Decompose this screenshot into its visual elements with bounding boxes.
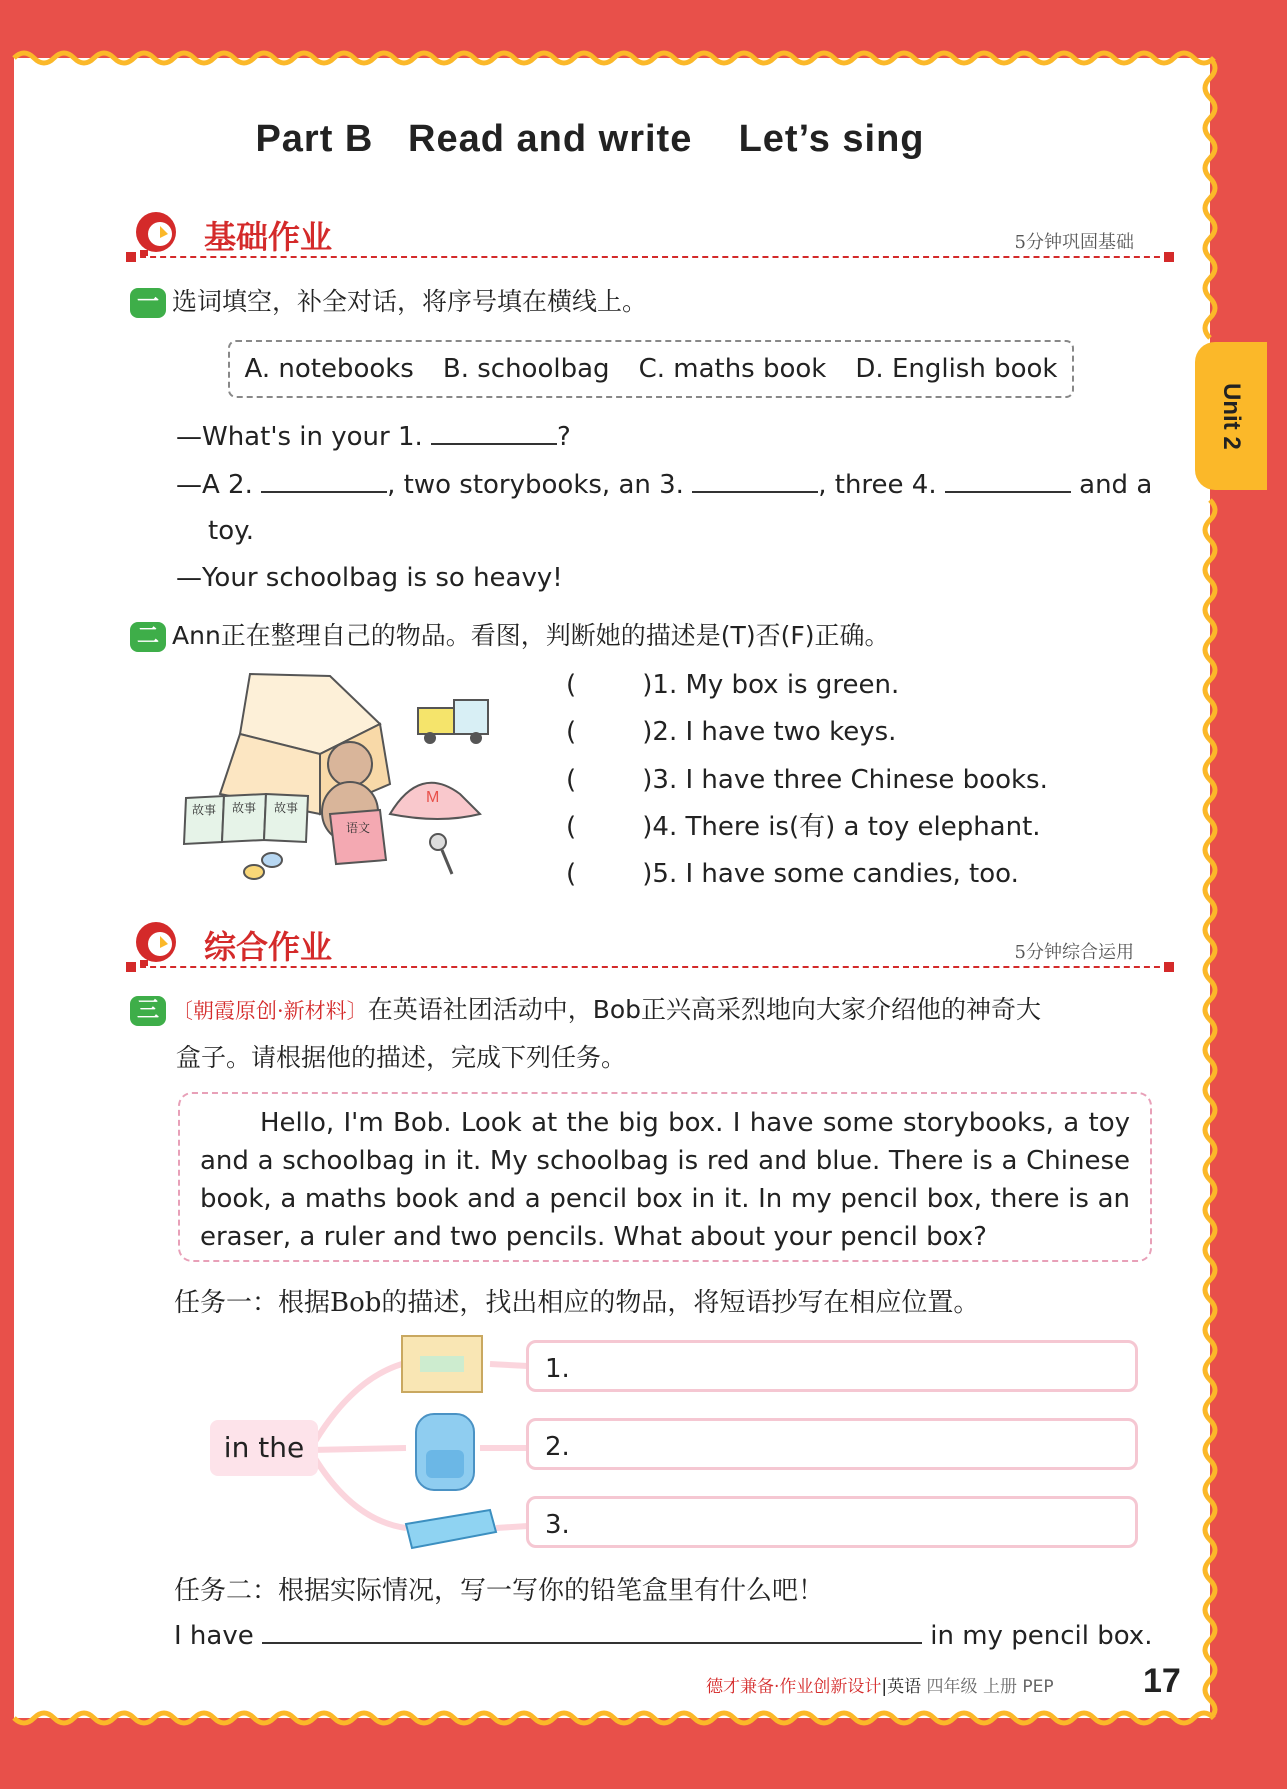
dialog-line-2 <box>176 463 1152 505</box>
question-1-instruction: 选词填空，补全对话，将序号填在横线上。 <box>172 287 648 316</box>
box-icon <box>402 1336 482 1392</box>
final-sentence-end: in my pencil box. <box>930 1621 1153 1651</box>
question-3-instruction-1: 在英语社团活动中，Bob正兴高采烈地向大家介绍他的神奇大 <box>367 995 1042 1024</box>
task-1-instruction: 任务一：根据Bob的描述，找出相应的物品，将短语抄写在相应位置。 <box>174 1288 980 1318</box>
question-2-header <box>130 616 889 656</box>
section-comprehensive-header <box>130 918 1170 970</box>
answer-box-1[interactable]: 1. <box>526 1340 1138 1392</box>
section-divider <box>130 256 1170 258</box>
page-title: Part B Read and write Let’s sing <box>255 118 925 160</box>
mind-map-branches <box>310 1320 530 1550</box>
dialog-text: and a <box>1079 470 1153 500</box>
section-divider <box>130 966 1170 968</box>
book-label: 故事 <box>232 801 257 815</box>
final-blank[interactable] <box>262 1614 922 1644</box>
belongings-illustration <box>180 664 500 884</box>
dialog-text: —What's in your 1. <box>176 422 423 452</box>
footer <box>706 1672 1054 1697</box>
unit-tab-label: Unit 2 <box>1218 382 1245 450</box>
question-number-badge: 二 <box>130 622 166 652</box>
footer-grade: 四年级 上册 PEP <box>926 1677 1054 1697</box>
page-number: 17 <box>1143 1662 1181 1700</box>
blank-1[interactable] <box>431 415 557 445</box>
question-2-instruction: Ann正在整理自己的物品。看图，判断她的描述是(T)否(F)正确。 <box>172 621 890 650</box>
tf-item-1: ( )1. My box is green. <box>566 670 900 700</box>
dialog-text: , three 4. <box>818 470 937 500</box>
pencil-box-icon <box>406 1510 496 1548</box>
book-label: 故事 <box>192 803 217 817</box>
book-label: 故事 <box>274 801 299 815</box>
blank-4[interactable] <box>945 463 1071 493</box>
task-2-instruction: 任务二：根据实际情况，写一写你的铅笔盒里有什么吧！ <box>174 1576 825 1606</box>
cap-letter: M <box>426 789 440 806</box>
tf-item-2: ( )2. I have two keys. <box>566 717 897 747</box>
footer-series: 德才兼备·作业创新设计 <box>706 1677 882 1697</box>
word-options-box <box>228 340 1074 398</box>
candy-icon <box>244 853 282 879</box>
dialog-text: ? <box>557 422 571 452</box>
final-sentence-start: I have <box>174 1621 254 1651</box>
toy-truck-icon <box>418 700 488 744</box>
option-a: A. notebooks <box>244 354 414 384</box>
option-d: D. English book <box>855 354 1058 384</box>
dialog-line-4: —Your schoolbag is so heavy! <box>176 563 563 593</box>
answer-box-2[interactable]: 2. <box>526 1418 1138 1470</box>
cap-icon <box>390 783 480 819</box>
chinese-book-icon <box>330 810 386 864</box>
footer-subject: 英语 <box>887 1677 922 1697</box>
alarm-bell-icon <box>130 918 184 968</box>
passage-text: Hello, I'm Bob. Look at the big box. I have some storybooks, a toy and a schoolbag in it. My schoolbag is red and blue. There is a Chinese book, a maths book and a pencil box in it. In my pencil box, there is an eraser, a ruler and two pencils. What about your pencil box? <box>200 1108 1130 1252</box>
dialog-line-1 <box>176 415 571 457</box>
answer-box-3[interactable]: 3. <box>526 1496 1138 1548</box>
book-label: 语文 <box>346 821 371 835</box>
blank-3[interactable] <box>692 463 818 493</box>
dialog-line-3: toy. <box>208 516 255 546</box>
tf-item-3: ( )3. I have three Chinese books. <box>566 765 1048 795</box>
option-c: C. maths book <box>638 354 827 384</box>
question-number-badge: 三 <box>130 996 166 1026</box>
storybooks-icon <box>184 794 308 844</box>
section-basic-header <box>130 208 1170 260</box>
footer-separator: | <box>881 1677 888 1697</box>
schoolbag-icon <box>416 1414 474 1490</box>
section-comprehensive-subtitle: 5分钟综合运用 <box>1014 942 1134 963</box>
option-b: B. schoolbag <box>442 354 610 384</box>
tf-item-4: ( )4. There is(有) a toy elephant. <box>566 812 1041 842</box>
section-basic-subtitle: 5分钟巩固基础 <box>1014 232 1134 253</box>
final-sentence <box>174 1614 1152 1656</box>
question-1-header <box>130 282 647 322</box>
dialog-text: —A 2. <box>176 470 253 500</box>
blank-2[interactable] <box>261 463 387 493</box>
alarm-bell-icon <box>130 208 184 258</box>
in-the-label: in the <box>210 1420 318 1476</box>
section-basic-title: 基础作业 <box>204 218 333 256</box>
unit-tab[interactable] <box>1195 342 1267 490</box>
question-number-badge: 一 <box>130 288 166 318</box>
dialog-text: , two storybooks, an 3. <box>387 470 684 500</box>
question-3-instruction-2: 盒子。请根据他的描述，完成下列任务。 <box>176 1043 627 1072</box>
question-3-header <box>130 990 1041 1031</box>
tf-item-5: ( )5. I have some candies, too. <box>566 859 1019 889</box>
key-icon <box>430 834 452 874</box>
passage-box <box>178 1092 1152 1262</box>
section-comprehensive-title: 综合作业 <box>204 928 333 966</box>
question-3-tag: 〔朝霞原创·新材料〕 <box>172 999 368 1023</box>
